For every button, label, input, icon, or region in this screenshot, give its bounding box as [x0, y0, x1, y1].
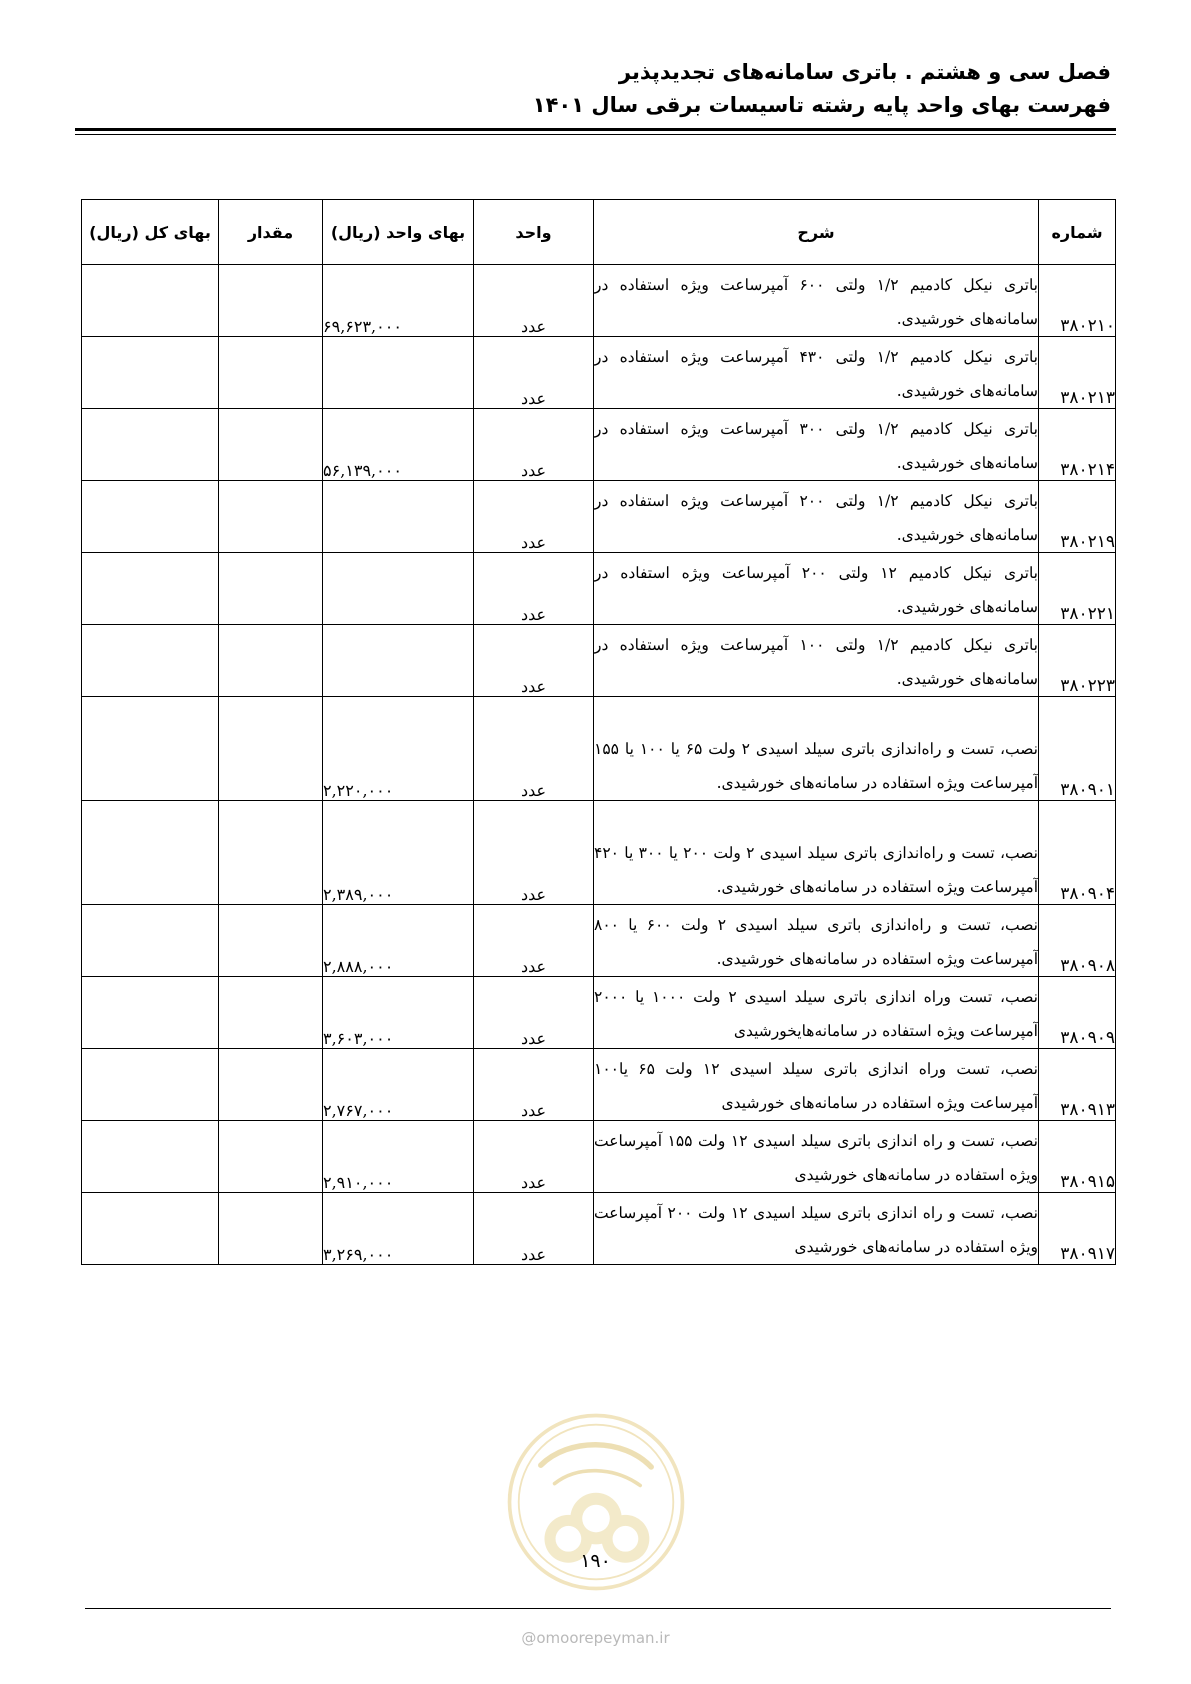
item-quantity [219, 481, 323, 553]
item-unit: عدد [474, 1121, 594, 1193]
item-unit: عدد [474, 1193, 594, 1265]
item-quantity [219, 801, 323, 905]
item-quantity [219, 1193, 323, 1265]
item-description: نصب، تست و راه اندازی باتری سیلد اسیدی ۱۲ ولت ۲۰۰ آمپرساعت ویژه استفاده در سامانه‌های خورشیدی [594, 1193, 1039, 1265]
item-unit-price [323, 801, 474, 905]
column-header-number: شماره [1039, 200, 1116, 265]
table-row [82, 337, 1116, 409]
item-unit: عدد [474, 977, 594, 1049]
item-total-price [82, 1049, 219, 1121]
item-description: نصب، تست و راه‌اندازی باتری سیلد اسیدی ۲ ولت ۲۰۰ یا ۳۰۰ یا ۴۲۰ آمپرساعت ویژه استفاده در سامانه‌های خورشیدی. [594, 801, 1039, 905]
unit-price-value: ۶۹,۶۲۳,۰۰۰ [323, 317, 402, 336]
item-total-price [82, 481, 219, 553]
item-number: ۳۸۰۲۱۰ [1039, 265, 1116, 337]
page-number: ۱۹۰ [580, 1550, 611, 1572]
unit-price-value: ۳,۲۶۹,۰۰۰ [323, 1245, 394, 1264]
item-unit-price [323, 481, 474, 553]
item-unit: عدد [474, 337, 594, 409]
item-description: باتری نیکل کادمیم ۱/۲ ولتی ۲۰۰ آمپرساعت ویژه استفاده در سامانه‌های خورشیدی. [594, 481, 1039, 553]
item-total-price [82, 1121, 219, 1193]
column-header-description: شرح [594, 200, 1039, 265]
item-total-price [82, 1193, 219, 1265]
table-row [82, 905, 1116, 977]
item-description: نصب، تست وراه اندازی باتری سیلد اسیدی ۲ ولت ۱۰۰۰ یا ۲۰۰۰ آمپرساعت ویژه استفاده در سامانه‌هایخورشیدی [594, 977, 1039, 1049]
item-total-price [82, 625, 219, 697]
item-unit-price [323, 265, 474, 337]
item-unit-price [323, 697, 474, 801]
item-total-price [82, 905, 219, 977]
unit-price-value: ۲,۹۱۰,۰۰۰ [323, 1173, 394, 1192]
item-quantity [219, 697, 323, 801]
item-quantity [219, 977, 323, 1049]
item-description: نصب، تست و راه‌اندازی باتری سیلد اسیدی ۲ ولت ۶۰۰ یا ۸۰۰ آمپرساعت ویژه استفاده در سامانه‌های خورشیدی. [594, 905, 1039, 977]
table-row [82, 265, 1116, 337]
item-unit-price [323, 977, 474, 1049]
footer-rule [85, 1608, 1111, 1609]
item-total-price [82, 265, 219, 337]
table-row [82, 1049, 1116, 1121]
column-header-unit-price: بهای واحد (ریال) [323, 200, 474, 265]
item-total-price [82, 553, 219, 625]
item-description: باتری نیکل کادمیم ۱/۲ ولتی ۱۰۰ آمپرساعت ویژه استفاده در سامانه‌های خورشیدی. [594, 625, 1039, 697]
header-rule-thin [75, 134, 1116, 135]
unit-price-value: ۲,۳۸۹,۰۰۰ [323, 885, 394, 904]
item-unit: عدد [474, 265, 594, 337]
item-unit-price [323, 337, 474, 409]
item-unit: عدد [474, 697, 594, 801]
item-total-price [82, 977, 219, 1049]
item-unit-price [323, 1121, 474, 1193]
price-table [81, 199, 1116, 1265]
item-description: نصب، تست و راه اندازی باتری سیلد اسیدی ۱۲ ولت ۱۵۵ آمپرساعت ویژه استفاده در سامانه‌های خورشیدی [594, 1121, 1039, 1193]
item-number: ۳۸۰۹۰۹ [1039, 977, 1116, 1049]
item-description: باتری نیکل کادمیم ۱/۲ ولتی ۴۳۰ آمپرساعت ویژه استفاده در سامانه‌های خورشیدی. [594, 337, 1039, 409]
item-quantity [219, 265, 323, 337]
item-unit: عدد [474, 1049, 594, 1121]
item-description: باتری نیکل کادمیم ۱/۲ ولتی ۶۰۰ آمپرساعت ویژه استفاده در سامانه‌های خورشیدی. [594, 265, 1039, 337]
table-row [82, 801, 1116, 905]
item-number: ۳۸۰۲۲۱ [1039, 553, 1116, 625]
unit-price-value: ۲,۲۲۰,۰۰۰ [323, 781, 394, 800]
chapter-title: فصل سی و هشتم . باتری سامانه‌های تجدیدپذیر [618, 60, 1111, 84]
item-number: ۳۸۰۹۰۱ [1039, 697, 1116, 801]
watermark-url: @omoorepeyman.ir [521, 1629, 670, 1647]
unit-price-value: ۵۶,۱۳۹,۰۰۰ [323, 461, 402, 480]
item-number: ۳۸۰۹۰۸ [1039, 905, 1116, 977]
column-header-unit: واحد [474, 200, 594, 265]
item-total-price [82, 697, 219, 801]
item-quantity [219, 1049, 323, 1121]
item-number: ۳۸۰۹۱۵ [1039, 1121, 1116, 1193]
item-description: نصب، تست و راه‌اندازی باتری سیلد اسیدی ۲ ولت ۶۵ یا ۱۰۰ یا ۱۵۵ آمپرساعت ویژه استفاده در سامانه‌های خورشیدی. [594, 697, 1039, 801]
item-description: نصب، تست وراه اندازی باتری سیلد اسیدی ۱۲ ولت ۶۵ یا۱۰۰ آمپرساعت ویژه استفاده در سامانه‌های خورشیدی [594, 1049, 1039, 1121]
item-quantity [219, 337, 323, 409]
item-quantity [219, 409, 323, 481]
item-total-price [82, 409, 219, 481]
item-unit: عدد [474, 481, 594, 553]
item-unit: عدد [474, 553, 594, 625]
table-row [82, 409, 1116, 481]
unit-price-value: ۳,۶۰۳,۰۰۰ [323, 1029, 394, 1048]
unit-price-value: ۲,۷۶۷,۰۰۰ [323, 1101, 394, 1120]
item-total-price [82, 801, 219, 905]
item-unit: عدد [474, 801, 594, 905]
item-unit: عدد [474, 625, 594, 697]
item-total-price [82, 337, 219, 409]
item-unit-price [323, 553, 474, 625]
table-row [82, 625, 1116, 697]
item-number: ۳۸۰۹۱۷ [1039, 1193, 1116, 1265]
table-header-row [82, 200, 1116, 265]
item-number: ۳۸۰۲۱۴ [1039, 409, 1116, 481]
table-row [82, 553, 1116, 625]
item-number: ۳۸۰۲۱۳ [1039, 337, 1116, 409]
item-unit: عدد [474, 409, 594, 481]
item-unit-price [323, 1193, 474, 1265]
item-unit-price [323, 409, 474, 481]
item-unit: عدد [474, 905, 594, 977]
item-unit-price [323, 1049, 474, 1121]
item-quantity [219, 905, 323, 977]
item-number: ۳۸۰۲۲۳ [1039, 625, 1116, 697]
column-header-total-price: بهای کل (ریال) [82, 200, 219, 265]
item-number: ۳۸۰۹۰۴ [1039, 801, 1116, 905]
table-row [82, 481, 1116, 553]
item-quantity [219, 1121, 323, 1193]
table-row [82, 1121, 1116, 1193]
item-number: ۳۸۰۲۱۹ [1039, 481, 1116, 553]
table-row [82, 697, 1116, 801]
page-header [71, 56, 1111, 122]
item-unit-price [323, 625, 474, 697]
price-list-title: فهرست بهای واحد پایه رشته تاسیسات برقی سال ۱۴۰۱ [532, 93, 1111, 117]
header-rule-thick [75, 128, 1116, 131]
item-unit-price [323, 905, 474, 977]
table-row [82, 1193, 1116, 1265]
item-description: باتری نیکل کادمیم ۱۲ ولتی ۲۰۰ آمپرساعت ویژه استفاده در سامانه‌های خورشیدی. [594, 553, 1039, 625]
item-quantity [219, 625, 323, 697]
item-description: باتری نیکل کادمیم ۱/۲ ولتی ۳۰۰ آمپرساعت ویژه استفاده در سامانه‌های خورشیدی. [594, 409, 1039, 481]
item-quantity [219, 553, 323, 625]
column-header-quantity: مقدار [219, 200, 323, 265]
item-number: ۳۸۰۹۱۳ [1039, 1049, 1116, 1121]
table-row [82, 977, 1116, 1049]
unit-price-value: ۲,۸۸۸,۰۰۰ [323, 957, 394, 976]
